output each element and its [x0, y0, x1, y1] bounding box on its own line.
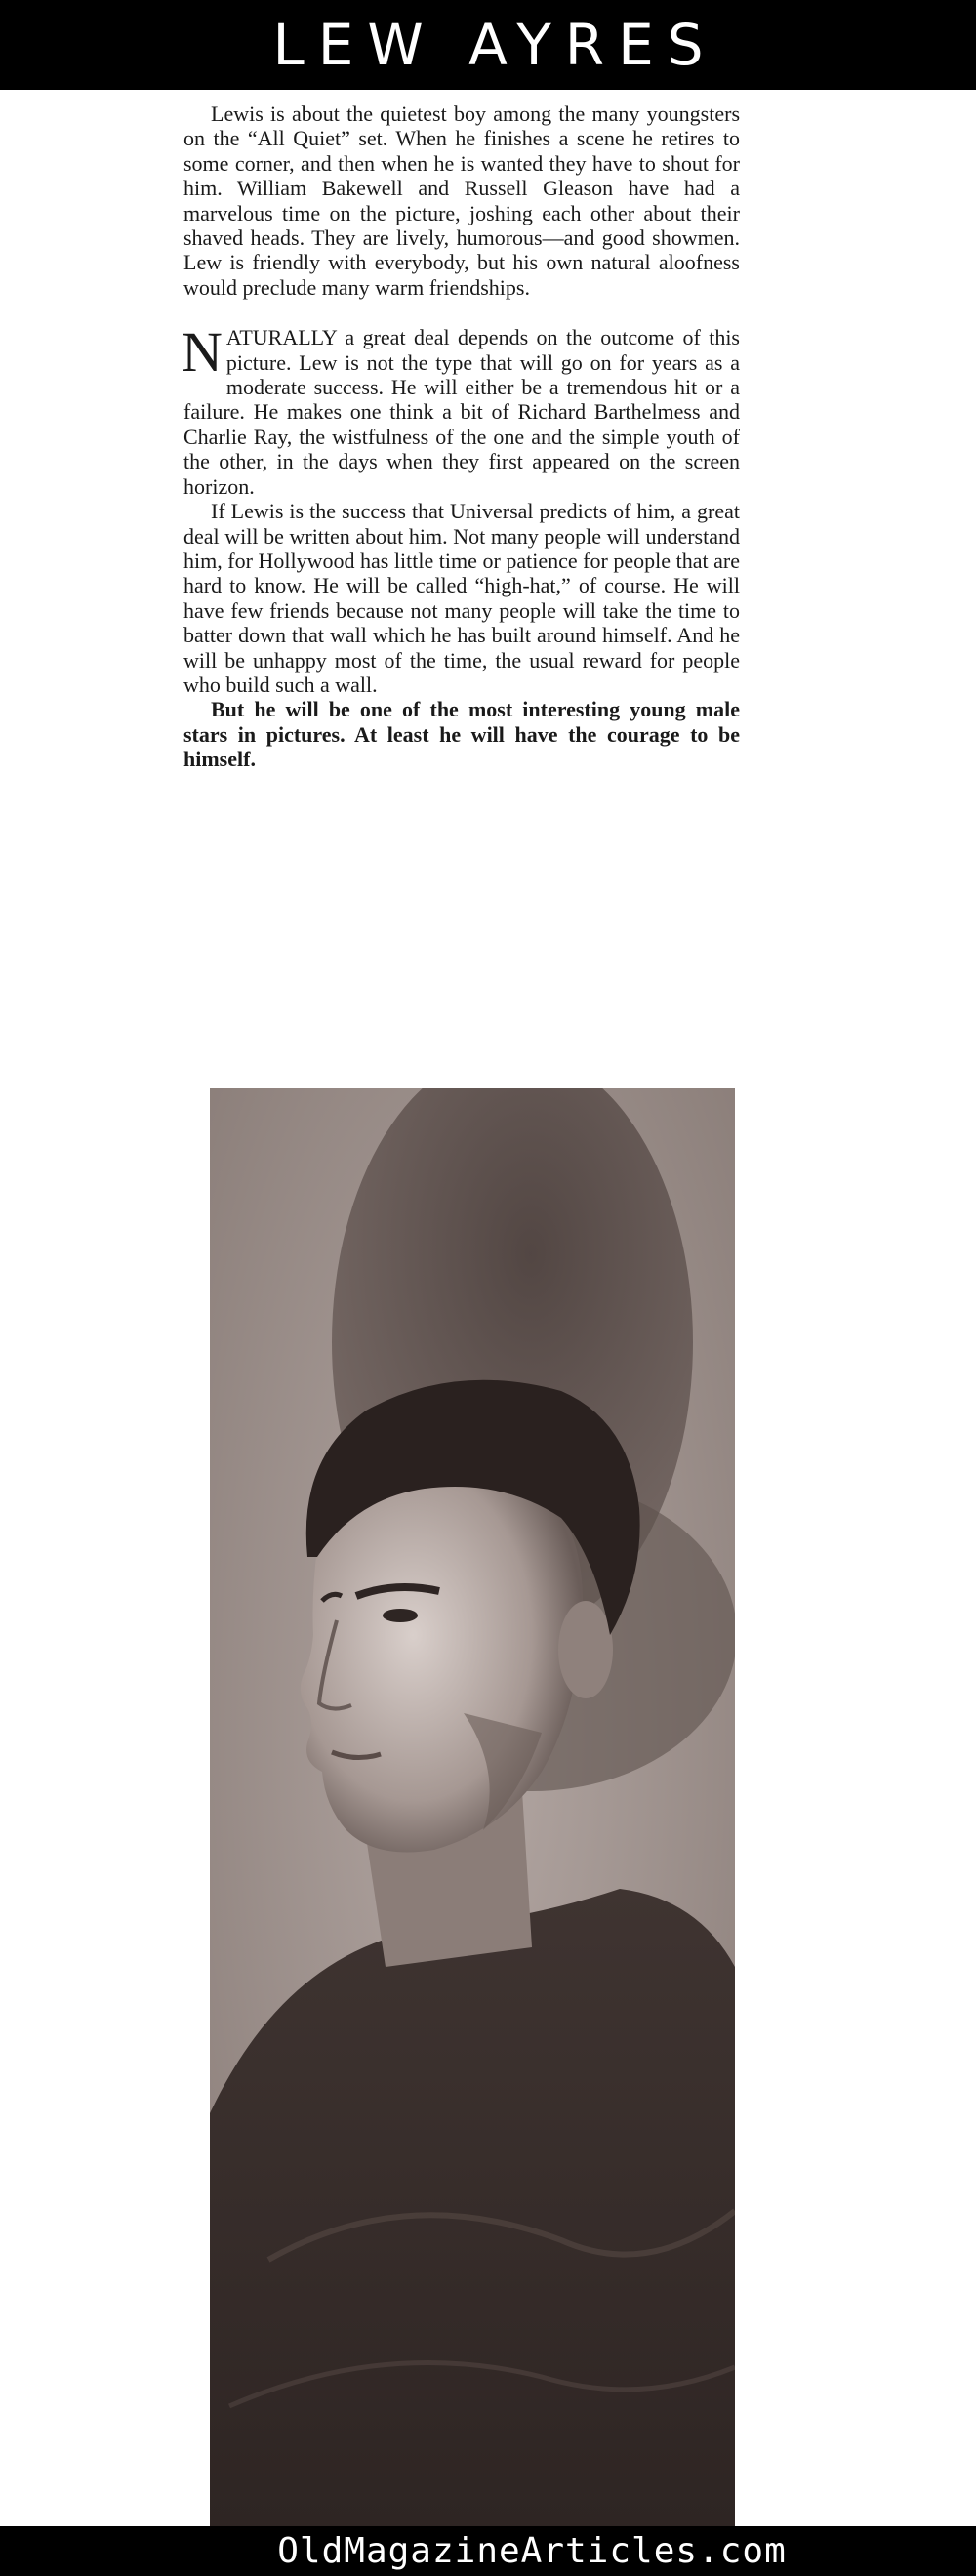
article-paragraph-4-text: But he will be one of the most interesting young male stars in pictures. At least he will have the courage to be himself.: [183, 697, 740, 772]
article-paragraph-1: Lewis is about the quietest boy among the many youngsters on the “All Quiet” set. When he finishes a scene he retires to some corner, and then when he is wanted they have to shout for him. William Bakewell and Russell Gleason have had a marvelous time on the picture, joshing each other about their shaved heads. They are lively, humorous—and good showmen. Lew is friendly with everybody, but his own natural aloofness would preclude many warm friendships.: [183, 102, 740, 300]
header-bar: [0, 0, 976, 90]
drop-cap: N: [182, 320, 223, 385]
article-paragraph-3: If Lewis is the success that Universal predicts of him, a great deal will be written about him. Not many people will understand him, for Hollywood has little time or patience for people that are hard to know. He will be called “high-hat,” of course. He will have few friends because not many people will take the time to batter down that wall which he has built around himself. And he will be unhappy most of the time, the usual reward for people who build such a wall.: [183, 499, 740, 697]
article-body: [183, 102, 740, 772]
article-paragraph-4: [183, 697, 740, 771]
portrait-photo: [210, 1088, 735, 2526]
article-paragraph-2-text: ATURALLY a great deal depends on the outcome of this picture. Lew is not the type that will go on for years as a moderate success. He will either be a tremendous hit or a failure. He makes one think a bit of Richard Barthelmess and Charlie Ray, the wistfulness of the one and the simple youth of the other, in the days when they first appeared on the screen horizon.: [183, 325, 740, 499]
portrait-illustration: [210, 1088, 735, 2526]
page-title: LEW AYRES: [272, 12, 717, 78]
article-paragraph-2: [182, 320, 740, 499]
source-watermark: OldMagazineArticles.com: [277, 2531, 787, 2571]
footer-bar: [0, 2526, 976, 2576]
